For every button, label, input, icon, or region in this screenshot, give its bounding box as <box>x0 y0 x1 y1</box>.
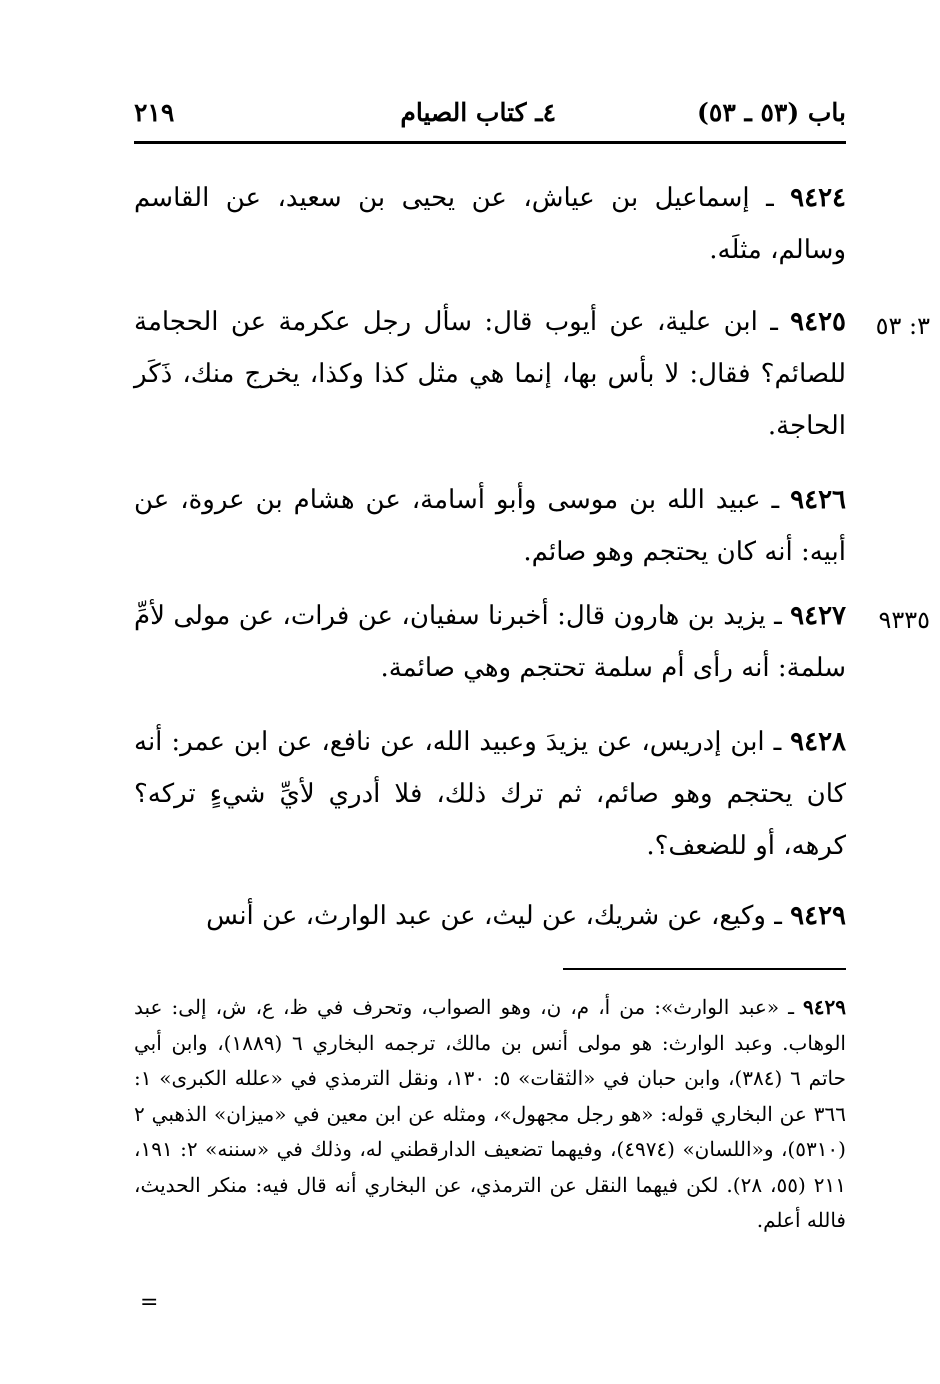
entry-9429 <box>134 890 846 942</box>
page-number: ٢١٩ <box>134 98 175 127</box>
entry-text: ـ ابن إدريس، عن يزيدَ وعبيد الله، عن نافع، عن ابن عمر: أنه كان يحتجم وهو صائم، ثم ترك ذلك، فلا أدري لأيِّ شيءٍ تركه؟ كرهه، أو للضعف؟. <box>134 727 846 861</box>
header-rule <box>134 141 846 144</box>
margin-reference: ٣: ٥٣ <box>875 312 930 340</box>
entry-text: ـ ابن علية، عن أيوب قال: سأل رجل عكرمة عن الحجامة للصائم؟ فقال: لا بأس بها، إنما هي مثل كذا وكذا، يخرج منك، ذَكَر الحاجة. <box>134 307 846 441</box>
entry-text: ـ يزيد بن هارون قال: أخبرنا سفيان، عن فرات، عن مولى لأمِّ سلمة: أنه رأى أم سلمة تحتجم وهي صائمة. <box>134 601 846 683</box>
continuation-mark: = <box>140 1290 159 1315</box>
entry-number: ٩٤٢٧ <box>790 601 846 631</box>
entry-text: ـ عبيد الله بن موسى وأبو أسامة، عن هشام بن عروة، عن أبيه: أنه كان يحتجم وهو صائم. <box>134 485 846 567</box>
footnote <box>134 990 846 1239</box>
entry-9426 <box>134 474 846 578</box>
page-header <box>134 92 846 136</box>
footnote-number: ٩٤٢٩ <box>803 995 846 1019</box>
entry-number: ٩٤٢٨ <box>790 727 846 757</box>
entry-number: ٩٤٢٦ <box>790 485 846 515</box>
entry-number: ٩٤٢٤ <box>790 183 846 213</box>
entry-9425 <box>134 296 846 452</box>
entry-text: ـ إسماعيل بن عياش، عن يحيى بن سعيد، عن القاسم وسالم، مثلَه. <box>134 183 846 265</box>
book-title: ٤ـ كتاب الصيام <box>400 98 556 127</box>
entry-number: ٩٤٢٥ <box>790 307 846 337</box>
entry-9427 <box>134 590 846 694</box>
entry-number: ٩٤٢٩ <box>790 901 846 931</box>
entry-9428 <box>134 716 846 872</box>
entry-text: ـ وكيع، عن شريك، عن ليث، عن عبد الوارث، عن أنس <box>206 901 791 931</box>
chapter-heading: باب (٥٣ ـ ٥٣) <box>697 98 846 127</box>
entry-9424 <box>134 172 846 276</box>
footnote-rule <box>563 968 846 970</box>
margin-reference: ٩٣٣٥ <box>878 606 930 634</box>
footnote-text: ـ «عبد الوارث»: من أ، م، ن، وهو الصواب، وتحرف في ظ، ع، ش، إلى: عبد الوهاب. وعبد الوارث: هو مولى أنس بن مالك، ترجمه البخاري ٦ (١٨٨٩)، وابن أبي حاتم ٦ (٣٨٤)، وابن حبان في «الثقات» ٥: ١٣٠، ونقل الترمذي في «علله الكبرى» ١: ٣٦٦ عن البخاري قوله: «هو رجل مجهول»، ومثله عن ابن معين في «ميزان» الذهبي ٢ (٥٣١٠)، و«اللسان» (٤٩٧٤)، وفيهما تضعيف الدارقطني له، وذلك في «سننه» ٢: ١٩١، ٢١١ (٥٥، ٢٨). لكن فيهما النقل عن الترمذي، عن البخاري أنه قال فيه: منكر الحديث، فالله أعلم. <box>134 995 847 1232</box>
